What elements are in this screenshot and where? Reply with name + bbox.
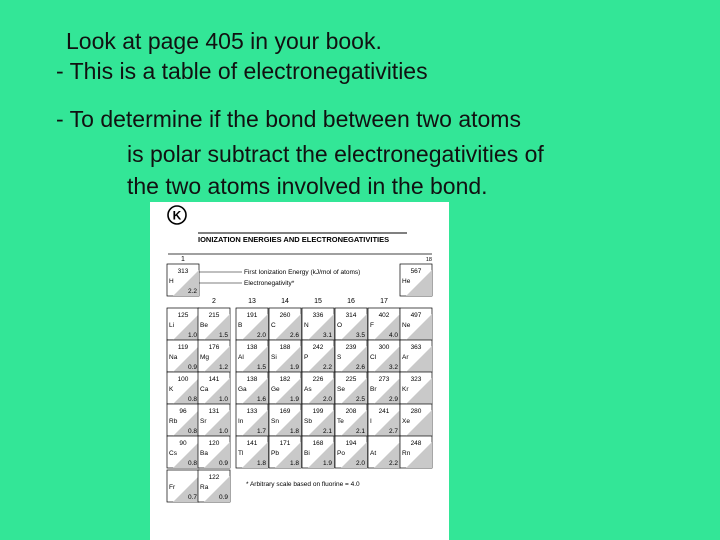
ionization-energy: 120 — [208, 440, 220, 447]
element-symbol: Sr — [200, 418, 207, 425]
element-symbol: Rb — [169, 418, 178, 425]
ionization-energy: 226 — [312, 376, 324, 383]
element-symbol: H — [169, 278, 174, 285]
footnote: * Arbitrary scale based on fluorine = 4.0 — [246, 481, 360, 488]
group-label: 18 — [425, 257, 432, 263]
group-label: 2 — [212, 298, 216, 305]
ionization-energy: 90 — [179, 440, 187, 447]
element-symbol: Si — [271, 354, 277, 361]
element-symbol: Al — [238, 354, 244, 361]
ionization-energy: 225 — [345, 376, 357, 383]
element-symbol: N — [304, 322, 309, 329]
ionization-energy: 188 — [279, 344, 291, 351]
electronegativity: 4.0 — [388, 332, 398, 339]
electronegativity: 1.9 — [289, 364, 299, 371]
element-symbol: Ga — [238, 386, 247, 393]
ionization-energy: 280 — [410, 408, 422, 415]
ionization-energy: 567 — [410, 268, 422, 275]
element-symbol: Be — [200, 322, 208, 329]
element-symbol: Cs — [169, 450, 177, 457]
electronegativity: 2.2 — [388, 460, 398, 467]
electronegativity: 0.7 — [187, 494, 197, 501]
electronegativity: 1.5 — [256, 364, 266, 371]
electronegativity: 1.8 — [289, 428, 299, 435]
electronegativity: 2.0 — [256, 332, 266, 339]
element-symbol: As — [304, 386, 312, 393]
ionization-energy: 119 — [177, 344, 189, 351]
element-symbol: At — [370, 450, 377, 457]
bullet-2-line-a: - To determine if the bond between two atoms — [56, 106, 521, 132]
ionization-energy: 138 — [246, 376, 258, 383]
legend-ionization: First Ionization Energy (kJ/mol of atoms) — [244, 269, 361, 276]
group-label: 15 — [314, 298, 322, 305]
electronegativity: 3.1 — [322, 332, 332, 339]
electronegativity: 1.0 — [218, 428, 228, 435]
ionization-energy: 313 — [177, 268, 189, 275]
electronegativity: 0.9 — [218, 460, 228, 467]
element-symbol: In — [238, 418, 244, 425]
ionization-energy: 248 — [410, 440, 422, 447]
element-symbol: Se — [337, 386, 345, 393]
element-symbol: Tl — [238, 450, 244, 457]
ionization-energy: 323 — [410, 376, 422, 383]
ionization-energy: 241 — [378, 408, 390, 415]
electronegativity: 2.2 — [322, 364, 332, 371]
element-symbol: I — [370, 418, 372, 425]
element-symbol: Ba — [200, 450, 208, 457]
ionization-energy: 131 — [208, 408, 220, 415]
ionization-energy: 497 — [410, 312, 422, 319]
element-symbol: Fr — [169, 484, 176, 491]
element-symbol: Rn — [402, 450, 411, 457]
electronegativity: 0.9 — [218, 494, 228, 501]
ionization-energy: 133 — [246, 408, 258, 415]
electronegativity: 2.1 — [355, 428, 365, 435]
electronegativity: 1.8 — [256, 460, 266, 467]
element-symbol: Te — [337, 418, 344, 425]
element-symbol: Sb — [304, 418, 312, 425]
table-title: IONIZATION ENERGIES AND ELECTRONEGATIVITIES — [198, 235, 390, 244]
ionization-energy: 96 — [179, 408, 187, 415]
electronegativity: 0.8 — [187, 428, 197, 435]
ionization-energy: 125 — [177, 312, 189, 319]
element-symbol: Ne — [402, 322, 411, 329]
electronegativity: 2.9 — [388, 396, 398, 403]
electronegativity: 2.1 — [322, 428, 332, 435]
element-symbol: B — [238, 322, 243, 329]
electronegativity: 3.5 — [355, 332, 365, 339]
element-symbol: Ra — [200, 484, 209, 491]
ionization-energy: 242 — [312, 344, 324, 351]
ionization-energy: 138 — [246, 344, 258, 351]
element-symbol: Na — [169, 354, 178, 361]
electronegativity: 1.0 — [187, 332, 197, 339]
electronegativity: 1.9 — [322, 460, 332, 467]
ionization-energy: 260 — [279, 312, 291, 319]
element-symbol: K — [169, 386, 174, 393]
ionization-energy: 141 — [208, 376, 220, 383]
ionization-energy: 194 — [345, 440, 357, 447]
element-symbol: Ge — [271, 386, 280, 393]
element-symbol: Mg — [200, 354, 210, 361]
legend-electronegativity: Electronegativity* — [244, 280, 295, 287]
ionization-energy: 100 — [177, 376, 189, 383]
electronegativity: 1.9 — [289, 396, 299, 403]
ionization-energy: 171 — [279, 440, 291, 447]
element-symbol: C — [271, 322, 276, 329]
group-label: 14 — [281, 298, 289, 305]
element-symbol: Br — [370, 386, 377, 393]
ionization-energy: 314 — [345, 312, 357, 319]
electronegativity: 0.9 — [187, 364, 197, 371]
ionization-energy: 336 — [312, 312, 324, 319]
ionization-energy: 215 — [208, 312, 220, 319]
bullet-2-line-c: the two atoms involved in the bond. — [127, 173, 488, 199]
ionization-energy: 141 — [246, 440, 258, 447]
group-label: 1 — [181, 256, 185, 263]
element-symbol: Kr — [402, 386, 409, 393]
element-symbol: Xe — [402, 418, 410, 425]
slide-line-1: Look at page 405 in your book. — [66, 28, 382, 54]
electronegativity: 1.2 — [218, 364, 228, 371]
element-symbol: Cl — [370, 354, 377, 361]
electronegativity: 2.0 — [322, 396, 332, 403]
electronegativity: 3.2 — [388, 364, 398, 371]
electronegativity: 2.6 — [355, 364, 365, 371]
electronegativity: 2.0 — [355, 460, 365, 467]
ionization-energy: 300 — [378, 344, 390, 351]
element-symbol: F — [370, 322, 374, 329]
electronegativity: 1.6 — [256, 396, 266, 403]
group-label: 17 — [380, 298, 388, 305]
ionization-energy: 169 — [279, 408, 291, 415]
ionization-energy: 273 — [378, 376, 390, 383]
electronegativity: 0.8 — [187, 460, 197, 467]
element-symbol: P — [304, 354, 309, 361]
electronegativity: 2.2 — [187, 288, 197, 295]
bullet-1: - This is a table of electronegativities — [56, 58, 428, 84]
logo-letter: K — [172, 208, 182, 223]
ionization-energy: 208 — [345, 408, 357, 415]
element-symbol: Sn — [271, 418, 279, 425]
group-label: 16 — [347, 298, 355, 305]
element-symbol: S — [337, 354, 342, 361]
element-symbol: O — [337, 322, 343, 329]
ionization-energy: 168 — [312, 440, 324, 447]
ionization-energy: 182 — [279, 376, 291, 383]
electronegativity: 1.8 — [289, 460, 299, 467]
element-symbol: He — [402, 278, 411, 285]
element-symbol: Pb — [271, 450, 279, 457]
ionization-energy: 239 — [345, 344, 357, 351]
electronegativity: 2.6 — [289, 332, 299, 339]
electronegativity: 2.7 — [388, 428, 398, 435]
ionization-energy: 402 — [378, 312, 390, 319]
group-label: 13 — [248, 298, 256, 305]
bullet-2-line-b: is polar subtract the electronegativities of — [127, 141, 544, 167]
element-symbol: Ca — [200, 386, 209, 393]
ionization-energy: 176 — [208, 344, 220, 351]
ionization-energy: 363 — [410, 344, 422, 351]
element-symbol: Ar — [402, 354, 409, 361]
electronegativity: 1.0 — [218, 396, 228, 403]
electronegativity: 2.5 — [355, 396, 365, 403]
electronegativity: 0.8 — [187, 396, 197, 403]
electronegativity: 1.7 — [256, 428, 266, 435]
ionization-energy: 122 — [208, 474, 220, 481]
element-symbol: Bi — [304, 450, 310, 457]
element-symbol: Li — [169, 322, 175, 329]
element-symbol: Po — [337, 450, 345, 457]
ionization-energy: 191 — [246, 312, 258, 319]
ionization-energy: 199 — [312, 408, 324, 415]
electronegativity-table-scan — [150, 202, 449, 540]
electronegativity: 1.5 — [218, 332, 228, 339]
